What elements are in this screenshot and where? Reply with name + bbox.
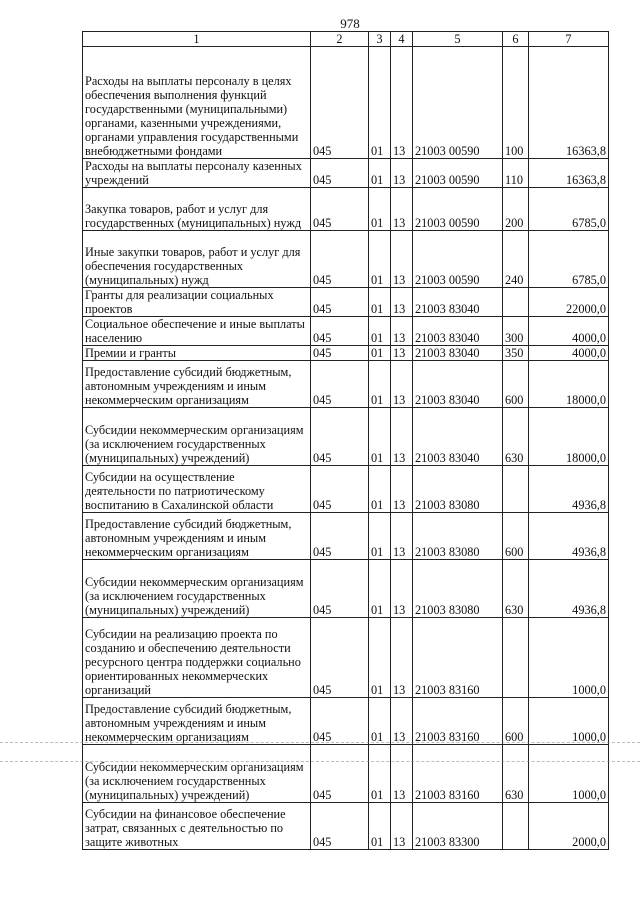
table-row [83,466,609,513]
column-header: 4 [391,32,413,47]
column-header: 7 [529,32,609,47]
ministry-code: 045 [311,408,369,466]
column-header: 3 [369,32,391,47]
subsection-code: 13 [391,618,413,698]
expense-type: 600 [503,361,529,408]
section-code: 01 [369,408,391,466]
table-row [83,560,609,618]
target-article: 21003 83160 [413,618,503,698]
ministry-code: 045 [311,361,369,408]
expense-name: Премии и гранты [83,346,311,361]
section-code: 01 [369,698,391,745]
budget-table [82,31,609,850]
target-article: 21003 83040 [413,361,503,408]
ministry-code: 045 [311,745,369,803]
expense-type [503,618,529,698]
table-row [83,231,609,288]
section-code: 01 [369,513,391,560]
expense-name: Субсидии некоммерческим организациям (за исключением государственных (муниципальных) учреждений) [83,560,311,618]
table-row [83,317,609,346]
amount-value: 4936,8 [529,466,609,513]
subsection-code: 13 [391,466,413,513]
target-article: 21003 00590 [413,231,503,288]
ministry-code: 045 [311,317,369,346]
expense-type: 200 [503,188,529,231]
subsection-code: 13 [391,231,413,288]
table-row [83,346,609,361]
table-row [83,288,609,317]
expense-name: Субсидии некоммерческим организациям (за исключением государственных (муниципальных) учреждений) [83,408,311,466]
table-row [83,698,609,745]
section-code: 01 [369,361,391,408]
table-row [83,408,609,466]
section-code: 01 [369,618,391,698]
section-code: 01 [369,47,391,159]
target-article: 21003 83160 [413,698,503,745]
expense-type: 600 [503,513,529,560]
expense-name: Гранты для реализации социальных проектов [83,288,311,317]
table-row [83,47,609,159]
amount-value: 6785,0 [529,231,609,288]
expense-type [503,803,529,850]
amount-value: 1000,0 [529,698,609,745]
column-header: 6 [503,32,529,47]
ministry-code: 045 [311,513,369,560]
table-row [83,513,609,560]
target-article: 21003 83080 [413,466,503,513]
expense-name: Социальное обеспечение и иные выплаты населению [83,317,311,346]
expense-type: 600 [503,698,529,745]
target-article: 21003 00590 [413,47,503,159]
target-article: 21003 83080 [413,513,503,560]
ministry-code: 045 [311,188,369,231]
subsection-code: 13 [391,346,413,361]
target-article: 21003 83040 [413,288,503,317]
table-row [83,159,609,188]
expense-name: Субсидии на финансовое обеспечение затрат, связанных с деятельностью по защите животных [83,803,311,850]
expense-name: Предоставление субсидий бюджетным, автономным учреждениям и иным некоммерческим организациям [83,361,311,408]
ministry-code: 045 [311,288,369,317]
amount-value: 16363,8 [529,159,609,188]
expense-type: 100 [503,47,529,159]
expense-name: Расходы на выплаты персоналу в целях обеспечения выполнения функций государственными (муниципальными) органами, казенными учреждениями, органами управления государственными внебюджетными фондами [83,47,311,159]
subsection-code: 13 [391,317,413,346]
expense-name: Закупка товаров, работ и услуг для государственных (муниципальных) нужд [83,188,311,231]
subsection-code: 13 [391,288,413,317]
target-article: 21003 83300 [413,803,503,850]
expense-name: Субсидии на осуществление деятельности по патриотическому воспитанию в Сахалинской области [83,466,311,513]
target-article: 21003 83160 [413,745,503,803]
expense-type: 630 [503,408,529,466]
section-code: 01 [369,159,391,188]
expense-type: 630 [503,560,529,618]
section-code: 01 [369,188,391,231]
table-row [83,618,609,698]
amount-value: 4936,8 [529,513,609,560]
target-article: 21003 00590 [413,159,503,188]
subsection-code: 13 [391,560,413,618]
section-code: 01 [369,803,391,850]
ministry-code: 045 [311,231,369,288]
expense-type: 350 [503,346,529,361]
section-code: 01 [369,745,391,803]
table-header-row [83,32,609,47]
ministry-code: 045 [311,560,369,618]
ministry-code: 045 [311,618,369,698]
ministry-code: 045 [311,466,369,513]
amount-value: 1000,0 [529,618,609,698]
scan-artifact-line [0,742,640,744]
subsection-code: 13 [391,803,413,850]
subsection-code: 13 [391,408,413,466]
amount-value: 18000,0 [529,408,609,466]
column-header: 2 [311,32,369,47]
expense-type: 300 [503,317,529,346]
subsection-code: 13 [391,513,413,560]
expense-type: 240 [503,231,529,288]
expense-name: Предоставление субсидий бюджетным, автономным учреждениям и иным некоммерческим организациям [83,513,311,560]
page-number: 978 [340,16,360,31]
column-header: 1 [83,32,311,47]
section-code: 01 [369,346,391,361]
amount-value: 1000,0 [529,745,609,803]
subsection-code: 13 [391,361,413,408]
ministry-code: 045 [311,346,369,361]
subsection-code: 13 [391,188,413,231]
target-article: 21003 83080 [413,560,503,618]
expense-name: Субсидии на реализацию проекта по созданию и обеспечению деятельности ресурсного центра поддержки социально ориентированных некоммерческих организаций [83,618,311,698]
table-row [83,361,609,408]
scan-artifact-line [0,761,640,763]
target-article: 21003 83040 [413,408,503,466]
expense-name: Иные закупки товаров, работ и услуг для обеспечения государственных (муниципальных) нужд [83,231,311,288]
table-row [83,745,609,803]
amount-value: 22000,0 [529,288,609,317]
expense-name: Субсидии некоммерческим организациям (за исключением государственных (муниципальных) учреждений) [83,745,311,803]
expense-type [503,466,529,513]
amount-value: 4936,8 [529,560,609,618]
subsection-code: 13 [391,47,413,159]
amount-value: 2000,0 [529,803,609,850]
column-header: 5 [413,32,503,47]
amount-value: 4000,0 [529,317,609,346]
section-code: 01 [369,288,391,317]
subsection-code: 13 [391,159,413,188]
amount-value: 18000,0 [529,361,609,408]
amount-value: 16363,8 [529,47,609,159]
ministry-code: 045 [311,698,369,745]
expense-name: Предоставление субсидий бюджетным, автономным учреждениям и иным некоммерческим организациям [83,698,311,745]
section-code: 01 [369,231,391,288]
section-code: 01 [369,466,391,513]
amount-value: 4000,0 [529,346,609,361]
subsection-code: 13 [391,698,413,745]
expense-type: 630 [503,745,529,803]
ministry-code: 045 [311,803,369,850]
ministry-code: 045 [311,47,369,159]
section-code: 01 [369,560,391,618]
table-row [83,803,609,850]
expense-name: Расходы на выплаты персоналу казенных учреждений [83,159,311,188]
section-code: 01 [369,317,391,346]
target-article: 21003 83040 [413,346,503,361]
amount-value: 6785,0 [529,188,609,231]
ministry-code: 045 [311,159,369,188]
expense-type: 110 [503,159,529,188]
table-row [83,188,609,231]
target-article: 21003 83040 [413,317,503,346]
subsection-code: 13 [391,745,413,803]
target-article: 21003 00590 [413,188,503,231]
expense-type [503,288,529,317]
